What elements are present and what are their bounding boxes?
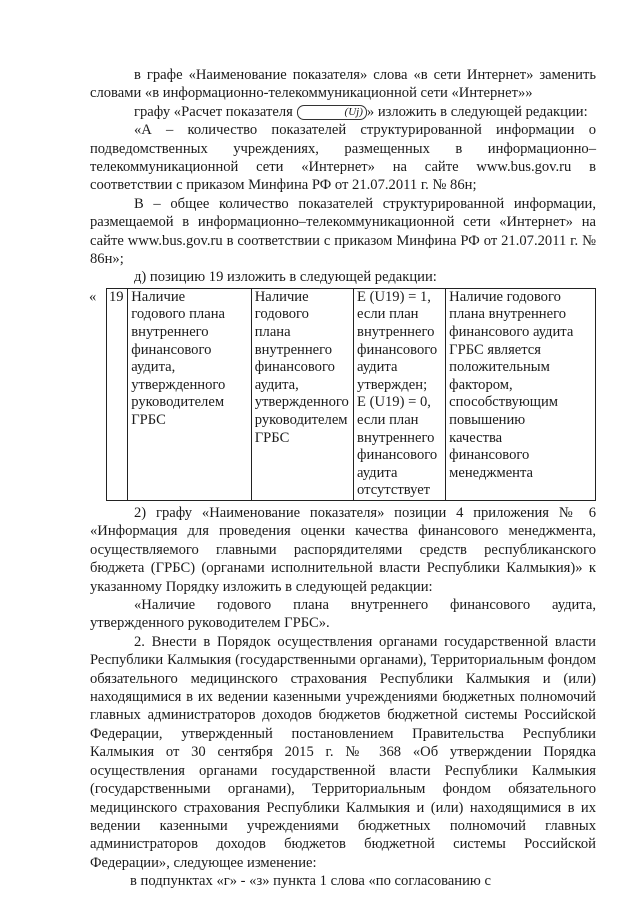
position-19-table-wrap (90, 288, 596, 501)
paragraph-graph-name: в графе «Наименование показателя» слова «в сети Интернет» заменить словами «в информационно-телекоммуникационной сети «Интернет»» (90, 67, 596, 102)
cell-line: утвержден; (357, 376, 428, 393)
cell-indicator-name (128, 288, 251, 500)
paragraph-appendix-6: 2) графу «Наименование показателя» позиции 4 приложения № 6 «Информация для проведения оценки качества финансового менеджмента, осуществляемого главными распорядителями средств республиканского бюджета (ГРБС) (органами исполнительной власти Республики Калмыкия)» к указанному Порядку изложить в следующей редакции: (90, 505, 596, 595)
cell-line: годового (254, 306, 309, 323)
cell-line: отсутствует (357, 482, 431, 499)
document-page (90, 66, 596, 891)
cell-line: финансового (357, 447, 438, 464)
cell-line: руководителем (131, 394, 225, 411)
cell-line: финансового (254, 359, 335, 376)
paragraph-calc-indicator-text-2: » изложить в следующей редакции: (366, 103, 588, 120)
cell-line: внутреннего (357, 429, 435, 446)
cell-line: фактором, (449, 376, 513, 393)
cell-description (446, 288, 596, 500)
cell-line: если план (357, 412, 419, 429)
paragraph-definition-b: В – общее количество показателей структурированной информации, размещаемой в информационно–телекоммуникационной сети «Интернет» на сайте www.bus.gov.ru в соответствии с приказом Минфина РФ от 21.07.2011 г. № 86н»; (90, 195, 596, 268)
cell-line: внутреннего (254, 341, 333, 358)
cell-line: если план (357, 306, 419, 323)
cell-line: ГРБС является (449, 341, 542, 358)
cell-line: положительным (449, 359, 550, 376)
paragraph-section-2: 2. Внести в Порядок осуществления органами государственной власти Республики Калмыкия (государственными органами), Территориальным фондом обязательного медицинского страхования Республики Калмыкия и (или) находящимися в их ведении казенными учреждениями бюджетных полномочий главных администраторов доходов бюджетов бюджетной системы Российской Федерации, утвержденный постановлением Правительства Республики Калмыкия от 30 сентября 2015 г. № 368 «Об утверждении Порядка осуществления органами государственной власти Республики Калмыкия (государственными органами), Территориальным фондом обязательного медицинского страхования Республики Калмыкия и (или) находящимися в их ведении казенными учреждениями бюджетных полномочий главных администраторов доходов бюджетов бюджетной системы Российской Федерации», следующее изменение: (90, 633, 596, 871)
cell-line: Наличие (131, 288, 186, 305)
position-19-table (106, 288, 596, 501)
paragraph-new-wording: «Наличие годового плана внутреннего финансового аудита, утвержденного руководителем ГРБС». (90, 597, 596, 632)
table-open-quote: « (89, 288, 97, 305)
cell-line: Е (U19) = 0, (357, 394, 431, 411)
cell-line: повышению (449, 412, 526, 429)
formula-uj-symbol: (Uj) (297, 105, 367, 120)
cell-line: годового плана (131, 306, 225, 323)
paragraph-calc-indicator-text-1: графу «Расчет показателя (134, 103, 297, 120)
cell-line: менеджмента (449, 464, 534, 481)
cell-line: финансового аудита (449, 324, 574, 341)
cell-line: аудита, (131, 359, 176, 376)
cell-line: ГРБС (254, 429, 290, 446)
cell-line: плана внутреннего (449, 306, 567, 323)
cell-line: утвержденного (254, 394, 349, 411)
cell-line: финансового (357, 341, 438, 358)
paragraph-calc-indicator (90, 103, 596, 121)
cell-line: аудита (357, 359, 398, 376)
cell-line: внутреннего (357, 324, 435, 341)
cell-line: плана (254, 324, 291, 341)
cell-line: ГРБС (131, 412, 166, 429)
table-row (107, 288, 596, 500)
cell-line: аудита, (254, 376, 299, 393)
cell-line: финансового (131, 341, 212, 358)
cell-formula (354, 288, 446, 500)
cell-line: аудита (357, 464, 398, 481)
cell-line: финансового (449, 447, 530, 464)
cell-line: Наличие (254, 288, 309, 305)
cell-line: Е (U19) = 1, (357, 288, 431, 305)
paragraph-definition-a: «А – количество показателей структурированной информации о подведомственных учреждениях, размещенных в информационно–телекоммуникационной сети «Интернет» на сайте www.bus.gov.ru в соответствии с приказом Минфина РФ от 21.07.2011 г. № 86н; (90, 122, 596, 194)
paragraph-position-19: д) позицию 19 изложить в следующей редакции: (134, 269, 437, 286)
cell-line: качества (449, 429, 503, 446)
cell-line: утвержденного (131, 376, 226, 393)
cell-line: внутреннего (131, 324, 209, 341)
cell-line: Наличие годового (449, 288, 561, 305)
cell-line: руководителем (254, 412, 348, 429)
cell-line: способствующим (449, 394, 559, 411)
cell-number: 19 (107, 288, 128, 500)
cell-indicator-calc (251, 288, 353, 500)
paragraph-subitems: в подпунктах «г» - «з» пункта 1 слова «по согласованию с (130, 873, 491, 890)
